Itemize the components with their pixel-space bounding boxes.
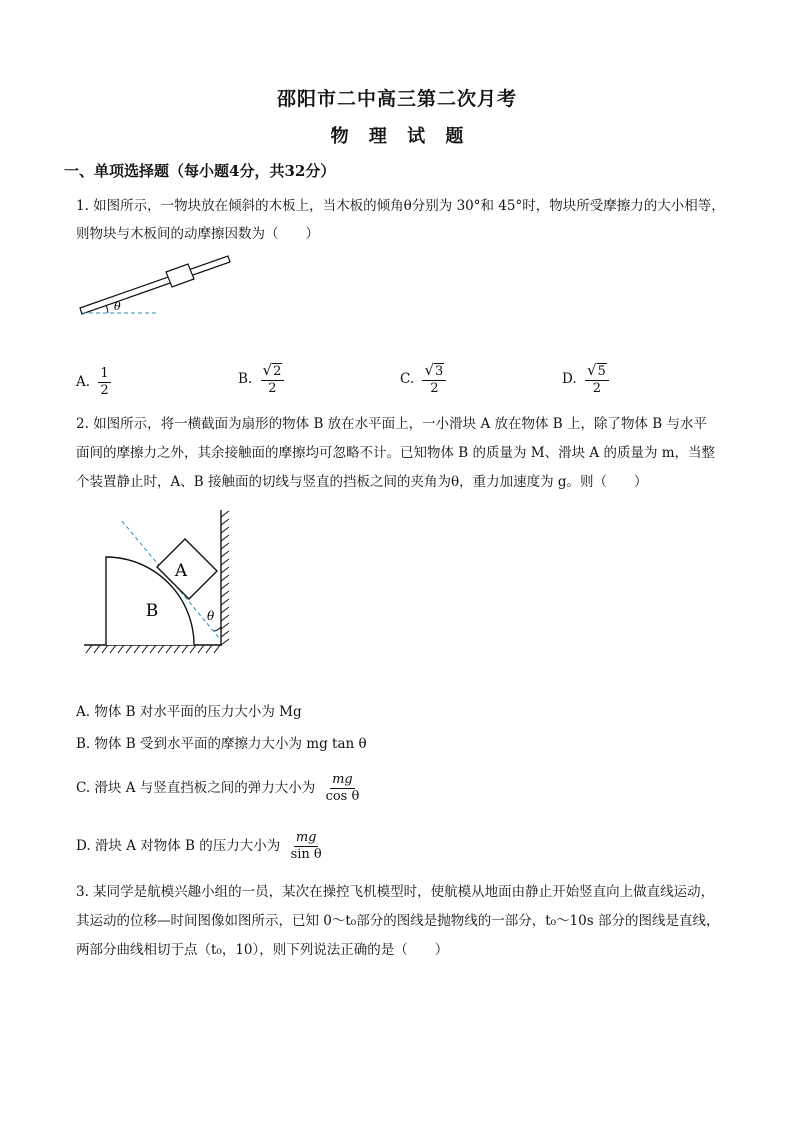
wall-hatch [221, 511, 229, 645]
q3-line2: 其运动的位移—时间图像如图所示，已知 0～t₀部分的图线是抛物线的一部分，t₀～10s 部分的图线是直线， [76, 913, 720, 929]
q2-option-c[interactable]: C. 滑块 A 与竖直挡板之间的弹力大小为 $\frac{mg}{\text{cos θ}}$ [76, 772, 360, 804]
q2-line2: 面间的摩擦力之外，其余接触面的摩擦均可忽略不计。已知物体 B 的质量为 M、滑块 A 的质量为 m，当整 [76, 445, 716, 461]
label-b: B [145, 601, 159, 621]
section-heading: 一、单项选择题（每小题4分，共32分） [64, 162, 336, 180]
q1-option-d[interactable]: D. $\frac{√5}{2}$ [562, 362, 609, 397]
theta-label: θ [114, 300, 121, 313]
q3-line1: 3. 某同学是航模兴趣小组的一员，某次在操控飞机模型时，使航模从地面由静止开始竖直向上做直线运动， [76, 884, 715, 900]
q1-option-c[interactable]: C. $\frac{√3}{2}$ [400, 362, 446, 397]
incline-plank [80, 256, 230, 314]
q2-line1: 2. 如图所示，将一横截面为扇形的物体 B 放在水平面上，一小滑块 A 放在物体 B 上，除了物体 B 与水平 [76, 416, 708, 432]
label-a: A [174, 561, 188, 581]
theta-label: θ [207, 609, 215, 623]
q2-option-d[interactable]: D. 滑块 A 对物体 B 的压力大小为 $\frac{mg}{\text{sin θ}}$ [76, 830, 322, 862]
q3-line3: 两部分曲线相切于点（t₀，10），则下列说法正确的是（ ） [76, 942, 449, 958]
q1-line1: 1. 如图所示，一物块放在倾斜的木板上，当木板的倾角θ分别为 30°和 45°时，物块所受摩擦力的大小相等， [76, 198, 725, 214]
q2-line3: 个装置静止时，A、B 接触面的切线与竖直的挡板之间的夹角为θ，重力加速度为 g。则（ ） [76, 474, 648, 490]
block [166, 264, 194, 287]
q2-option-a[interactable]: A. 物体 B 对水平面的压力大小为 Mg [76, 704, 302, 720]
angle-arc [106, 305, 108, 313]
q2-option-b[interactable]: B. 物体 B 受到水平面的摩擦力大小为 mg tan θ [76, 736, 367, 752]
exam-subtitle: 物 理 试 题 [330, 126, 464, 147]
ground-hatch [86, 645, 220, 653]
q1-figure-incline [72, 250, 242, 320]
q2-figure-sector [80, 505, 240, 660]
exam-title: 邵阳市二中高三第二次月考 [276, 88, 517, 110]
theta-arc [214, 627, 221, 631]
q1-option-b[interactable]: B. $\frac{√2}{2}$ [238, 362, 284, 397]
q1-option-a[interactable]: A. $\frac{1}{2}$ [76, 366, 109, 398]
q1-line2: 则物块与木板间的动摩擦因数为（ ） [76, 226, 319, 242]
